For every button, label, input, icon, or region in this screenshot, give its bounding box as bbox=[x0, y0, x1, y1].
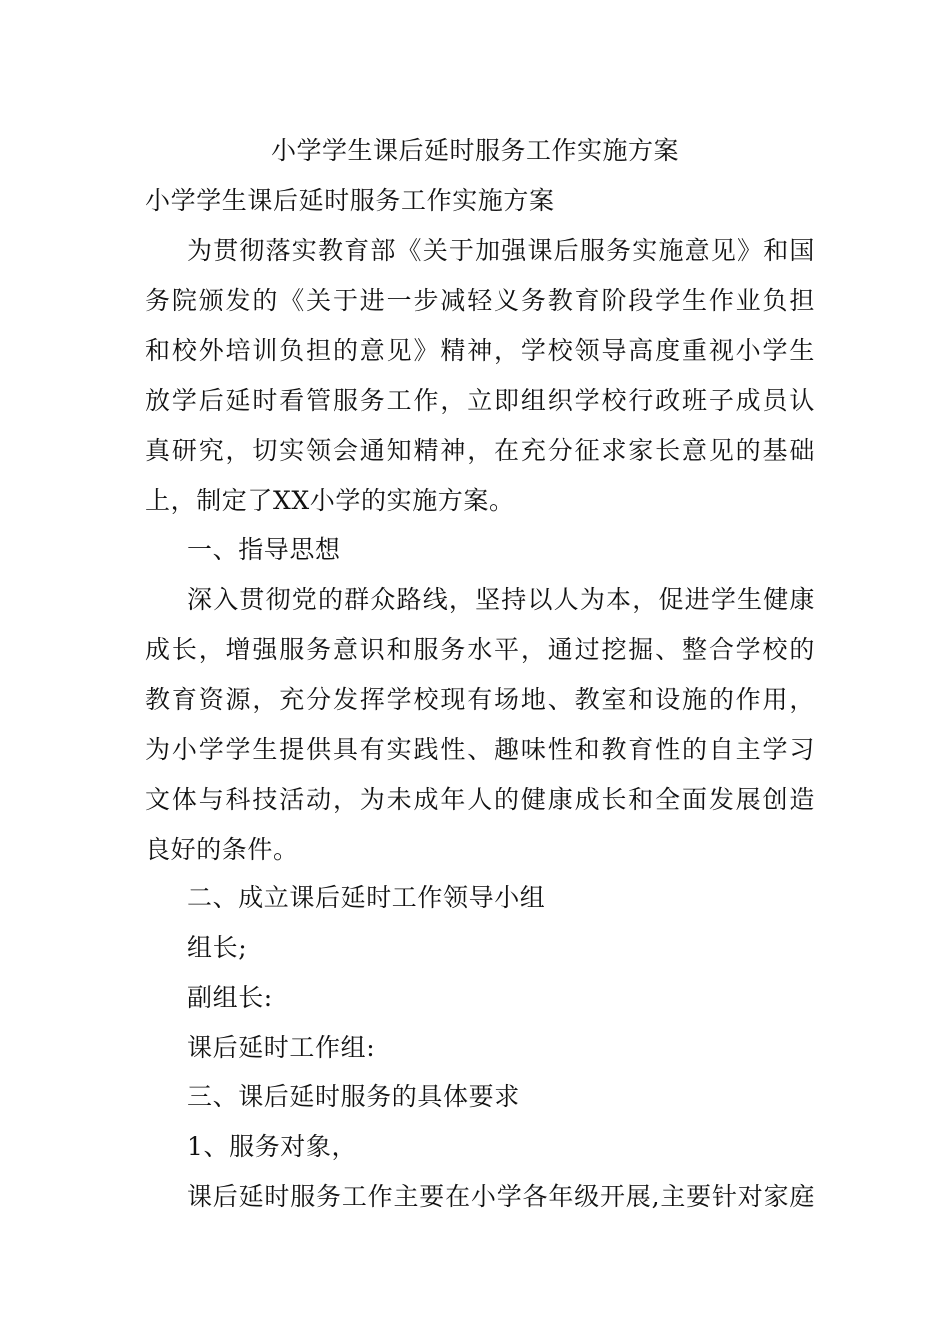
intro-line: 和校外培训负担的意见》精神，学校领导高度重视小学生 bbox=[145, 336, 815, 365]
section3-line: 课后延时服务工作主要在小学各年级开展,主要针对家庭 bbox=[187, 1182, 815, 1211]
section1-line: 为小学学生提供具有实践性、趣味性和教育性的自主学习 bbox=[145, 735, 815, 764]
section1-line: 良好的条件。 bbox=[145, 835, 299, 864]
document-subtitle: 小学学生课后延时服务工作实施方案 bbox=[145, 186, 555, 215]
intro-line: 放学后延时看管服务工作，立即组织学校行政班子成员认 bbox=[145, 386, 815, 415]
intro-line: 上，制定了XX小学的实施方案。 bbox=[145, 486, 515, 515]
intro-line: 务院颁发的《关于进一步减轻义务教育阶段学生作业负担 bbox=[145, 286, 815, 315]
section-heading-leadership-group: 二、成立课后延时工作领导小组 bbox=[187, 883, 546, 912]
intro-line: 为贯彻落实教育部《关于加强课后服务实施意见》和国 bbox=[187, 236, 815, 265]
section1-line: 成长，增强服务意识和服务水平，通过挖掘、整合学校的 bbox=[145, 635, 815, 664]
section1-line: 教育资源，充分发挥学校现有场地、教室和设施的作用， bbox=[145, 685, 815, 714]
work-group-item: 课后延时工作组: bbox=[187, 1033, 376, 1062]
document-title: 小学学生课后延时服务工作实施方案 bbox=[270, 136, 679, 165]
intro-line: 真研究，切实领会通知精神，在充分征求家长意见的基础 bbox=[145, 436, 815, 465]
section1-line: 文体与科技活动，为未成年人的健康成长和全面发展创造 bbox=[145, 785, 815, 814]
group-leader-item: 组长; bbox=[187, 933, 248, 962]
section1-line: 深入贯彻党的群众路线，坚持以人为本，促进学生健康 bbox=[187, 585, 815, 614]
section-heading-requirements: 三、课后延时服务的具体要求 bbox=[187, 1082, 520, 1111]
subsection-service-targets: 1、服务对象， bbox=[187, 1132, 358, 1161]
section-heading-guiding-ideology: 一、指导思想 bbox=[187, 535, 341, 564]
deputy-leader-item: 副组长: bbox=[187, 983, 273, 1012]
